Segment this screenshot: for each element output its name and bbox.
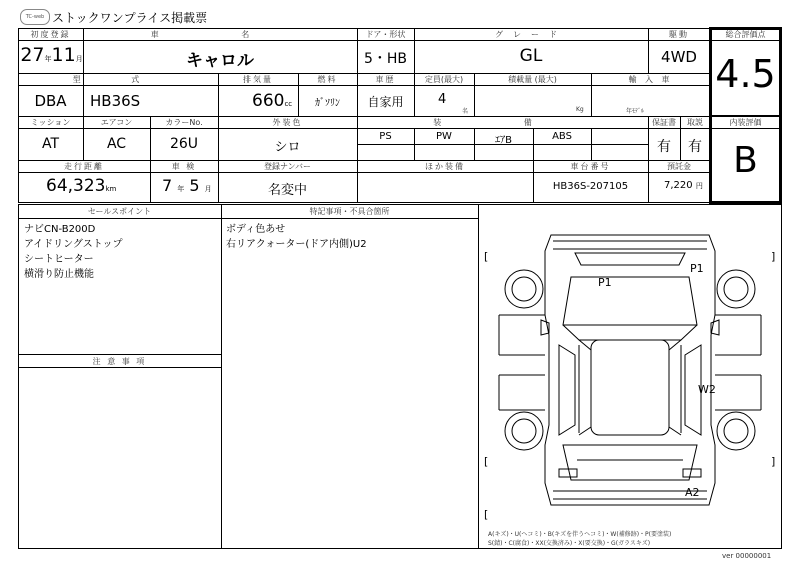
interior-score-label: 内装評価	[729, 118, 762, 127]
capacity-unit: 名	[462, 108, 469, 115]
note-item: ボディ色あせ	[226, 224, 286, 235]
sales-point-item: 横滑り防止機能	[24, 269, 94, 280]
history-value: 自家用	[367, 95, 404, 109]
equipment-label: 装 備	[433, 118, 572, 127]
door-value: 5・HB	[363, 51, 408, 67]
inspection-month-unit: 月	[204, 185, 212, 193]
damage-mark-w2: W2	[698, 383, 716, 396]
bracket-left: [	[484, 250, 489, 263]
sales-point-item: アイドリングストップ	[24, 239, 123, 250]
warranty-value: 有	[657, 139, 671, 155]
load-unit: Kg	[576, 106, 584, 113]
bracket-left: [	[484, 508, 489, 521]
damage-legend-line1: A(キズ)・U(ヘコミ)・B(キズを伴うヘコミ)・W(補修跡)・P(要塗装)	[488, 531, 672, 538]
page-title: ストックワンプライス掲載票	[52, 11, 208, 25]
displacement-value	[252, 91, 292, 111]
bracket-left: [	[484, 455, 489, 468]
overall-score-label: 総合評価点	[725, 30, 766, 39]
mission-value: AT	[41, 136, 60, 152]
other-equipment-label: ほか装備	[425, 162, 465, 171]
inspection-month: 5	[189, 176, 200, 195]
damage-mark-p1-roof: P1	[598, 276, 612, 289]
manual-label: 取説	[687, 118, 703, 127]
model-prefix: DBA	[34, 92, 67, 110]
equipment-item: ｴｱB	[495, 135, 512, 146]
notes-label: 特記事項・不具合箇所	[309, 207, 390, 216]
capacity-value: 4	[438, 92, 447, 107]
warranty-label: 保証書	[652, 118, 676, 127]
mileage-unit: km	[105, 185, 117, 193]
mileage-label: 走行距離	[64, 162, 104, 171]
equipment-item: ABS	[552, 131, 572, 142]
sales-point-item: ナビCN-B200D	[24, 224, 96, 235]
grade-value: GL	[519, 46, 543, 66]
color-no-value: 26U	[169, 136, 199, 152]
fuel-value: ｶﾞｿﾘﾝ	[315, 98, 340, 109]
damage-mark-p1-right: P1	[690, 262, 704, 275]
exterior-label: 外装色	[272, 118, 303, 127]
model-label: 型 式	[72, 75, 164, 84]
sales-points-label: セールスポイント	[87, 207, 152, 216]
drive-label: 駆動	[669, 30, 689, 39]
note-item: 右リアクォーター(ドア内側)U2	[226, 239, 367, 250]
displacement-label: 排気量	[243, 75, 273, 84]
displacement-number: 660	[252, 91, 285, 111]
first-reg-year-unit: 年	[44, 55, 52, 63]
brand-logo	[20, 9, 50, 25]
car-name-label: 車 名	[150, 30, 290, 39]
inspection-year: 7	[162, 176, 173, 195]
deposit-value	[664, 180, 703, 191]
first-reg-year: 27	[20, 44, 45, 66]
first-reg-label: 初度登録	[30, 30, 71, 39]
equipment-item: PW	[436, 131, 452, 142]
car-damage-diagram	[479, 205, 781, 530]
inspection-year-unit: 年	[177, 185, 185, 193]
aircon-label: エアコン	[100, 118, 133, 127]
grade-label: グレード	[495, 30, 567, 39]
load-label: 積載量 (最大)	[508, 75, 557, 84]
manual-value: 有	[688, 139, 702, 155]
exterior-value: シロ	[274, 140, 301, 155]
import-note: 年ﾓﾃﾞﾙ	[626, 108, 645, 115]
inspection-label: 車 検	[171, 162, 197, 171]
door-label: ドア・形状	[365, 30, 406, 39]
notes-list	[226, 222, 367, 252]
plate-value: 名変中	[267, 183, 307, 198]
sales-point-item: シートヒーター	[24, 254, 94, 265]
fuel-label: 燃料	[317, 75, 338, 84]
first-reg-month: 11	[51, 44, 76, 66]
interior-score-value: B	[733, 140, 758, 181]
chassis-value: HB36S-207105	[552, 181, 629, 192]
mission-label: ミッション	[30, 118, 71, 127]
mileage-value	[46, 176, 116, 196]
import-label: 輸 入 車	[628, 75, 673, 84]
inspection-value	[162, 176, 212, 195]
deposit-label: 預託金	[667, 162, 691, 171]
sales-points-list	[24, 222, 123, 282]
first-reg-month-unit: 月	[75, 55, 83, 63]
mileage-number: 64,323	[46, 176, 106, 196]
deposit-number: 7,220	[664, 180, 693, 191]
capacity-label: 定員(最大)	[424, 75, 464, 84]
first-reg-value	[20, 44, 83, 66]
chassis-label: 車台番号	[570, 162, 611, 171]
bracket-right: ]	[771, 455, 776, 468]
version-label: ver 00000001	[722, 552, 772, 560]
bracket-right: ]	[771, 250, 776, 263]
displacement-unit: cc	[284, 100, 293, 108]
caution-label: 注 意 事 項	[92, 357, 147, 366]
model-value: HB36S	[90, 92, 141, 110]
aircon-value: AC	[106, 136, 127, 152]
equipment-item: PS	[379, 131, 392, 142]
deposit-unit: 円	[695, 182, 703, 190]
color-no-label: カラーNo.	[165, 118, 203, 127]
history-label: 車歴	[375, 75, 396, 84]
overall-score-value: 4.5	[715, 52, 776, 96]
damage-mark-a2: A2	[685, 486, 700, 499]
drive-value: 4WD	[661, 48, 697, 66]
plate-label: 登録ナンバー	[263, 162, 312, 171]
brand-logo-text: TC-web	[25, 14, 45, 20]
car-name-value: キャロル	[186, 51, 254, 71]
damage-legend-line2: S(錆)・C(腐食)・XX(交換済み)・X(要交換)・G(ガラスキズ)	[488, 540, 651, 547]
